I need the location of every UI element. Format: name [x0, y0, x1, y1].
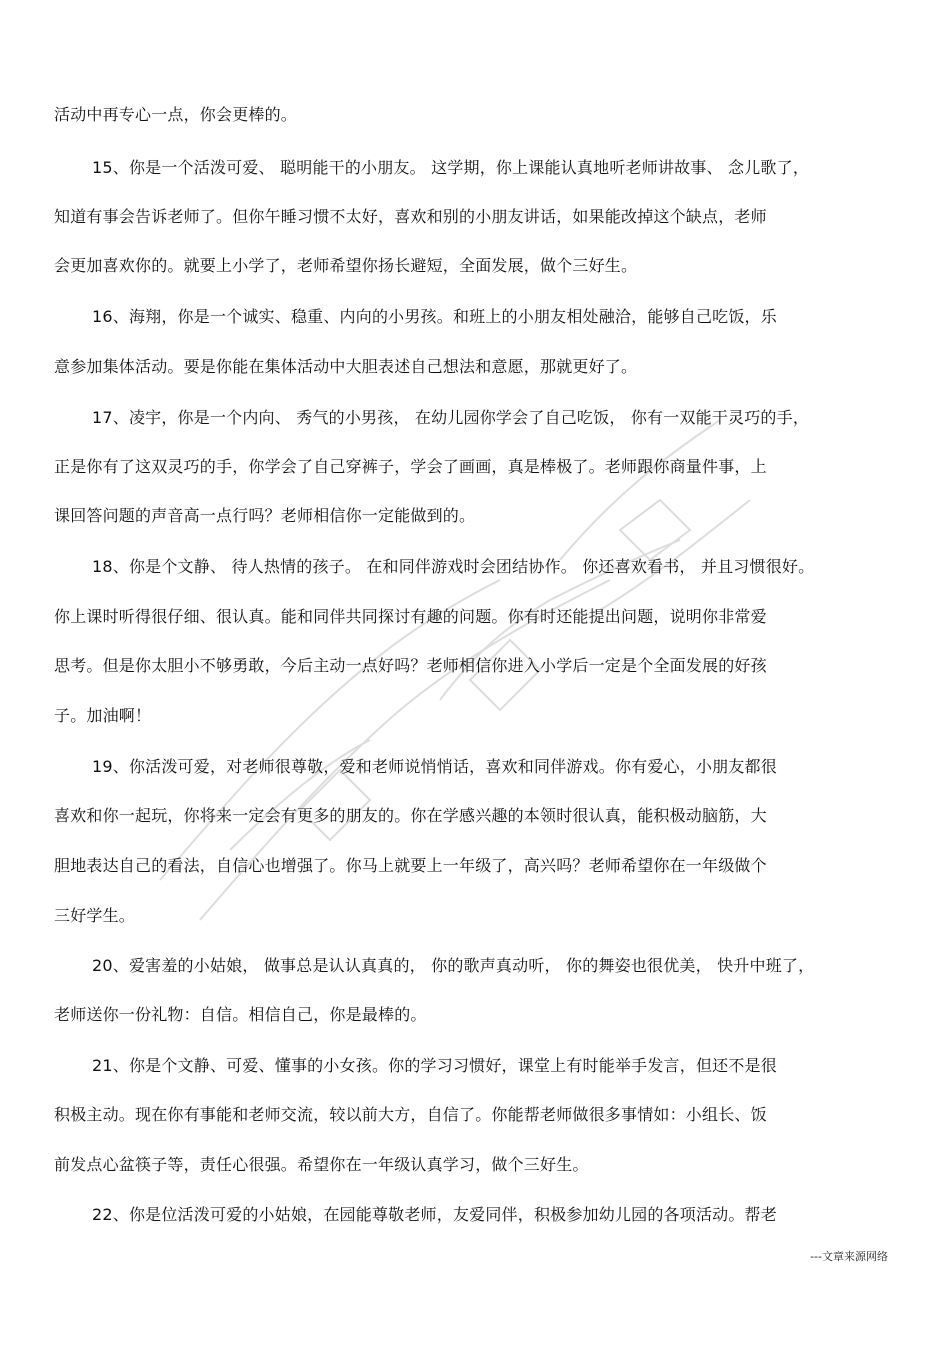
text-line: 15、你是一个活泼可爱、 聪明能干的小朋友。 这学期，你上课能认真地听老师讲故事、 念儿歌了， [92, 158, 810, 177]
text-line: 课回答问题的声音高一点行吗？老师相信你一定能做到的。 [54, 506, 476, 525]
text-line: 17、凌宇，你是一个内向、 秀气的小男孩， 在幼儿园你学会了自己吃饭， 你有一双能干灵巧的手， [92, 408, 810, 427]
text-line: 21、你是个文静、可爱、懂事的小女孩。你的学习习惯好，课堂上有时能举手发言，但还不是很 [92, 1056, 777, 1075]
text-line: 会更加喜欢你的。就要上小学了，老师希望你扬长避短，全面发展，做个三好生。 [54, 256, 638, 275]
source-footer: ---文章来源网络 [810, 1250, 888, 1263]
text-line: 16、海翔，你是一个诚实、稳重、内向的小男孩。和班上的小朋友相处融洽，能够自己吃饭，乐 [92, 307, 777, 326]
text-line: 三好学生。 [54, 906, 136, 925]
text-line: 18、你是个文静、 待人热情的孩子。 在和同伴游戏时会团结协作。 你还喜欢看书， 并且习惯很好。 [92, 557, 815, 576]
text-line: 意参加集体活动。要是你能在集体活动中大胆表述自己想法和意愿，那就更好了。 [54, 357, 638, 376]
text-line: 思考。但是你太胆小不够勇敢，今后主动一点好吗？老师相信你进入小学后一定是个全面发展的好孩 [54, 656, 767, 675]
text-line: 胆地表达自己的看法，自信心也增强了。你马上就要上一年级了，高兴吗？老师希望你在一年级做个 [54, 856, 767, 875]
text-line: 20、爱害羞的小姑娘， 做事总是认认真真的， 你的歌声真动听， 你的舞姿也很优美， 快升中班了， [92, 956, 815, 975]
text-line: 子。加油啊！ [54, 706, 152, 725]
text-line: 积极主动。现在你有事能和老师交流，较以前大方，自信了。你能帮老师做很多事情如：小组长、饭 [54, 1105, 767, 1124]
text-line: 活动中再专心一点，你会更棒的。 [54, 105, 298, 124]
text-line: 19、你活泼可爱，对老师很尊敬，爱和老师说悄悄话，喜欢和同伴游戏。你有爱心，小朋友都很 [92, 757, 777, 776]
text-line: 老师送你一份礼物：自信。相信自己，你是最棒的。 [54, 1005, 427, 1024]
text-line: 22、你是位活泼可爱的小姑娘，在园能尊敬老师，友爱同伴，积极参加幼儿园的各项活动。帮老 [92, 1205, 777, 1224]
text-line: 喜欢和你一起玩，你将来一定会有更多的朋友的。你在学感兴趣的本领时很认真，能积极动脑筋，大 [54, 806, 767, 825]
text-line: 正是你有了这双灵巧的手，你学会了自己穿裤子，学会了画画，真是棒极了。老师跟你商量件事，上 [54, 457, 767, 476]
text-line: 你上课时听得很仔细、很认真。能和同伴共同探讨有趣的问题。你有时还能提出问题，说明你非常爱 [54, 607, 767, 626]
text-line: 前发点心盆筷子等，责任心很强。希望你在一年级认真学习，做个三好生。 [54, 1155, 589, 1174]
text-line: 知道有事会告诉老师了。但你午睡习惯不太好，喜欢和别的小朋友讲话，如果能改掉这个缺点，老师 [54, 207, 767, 226]
